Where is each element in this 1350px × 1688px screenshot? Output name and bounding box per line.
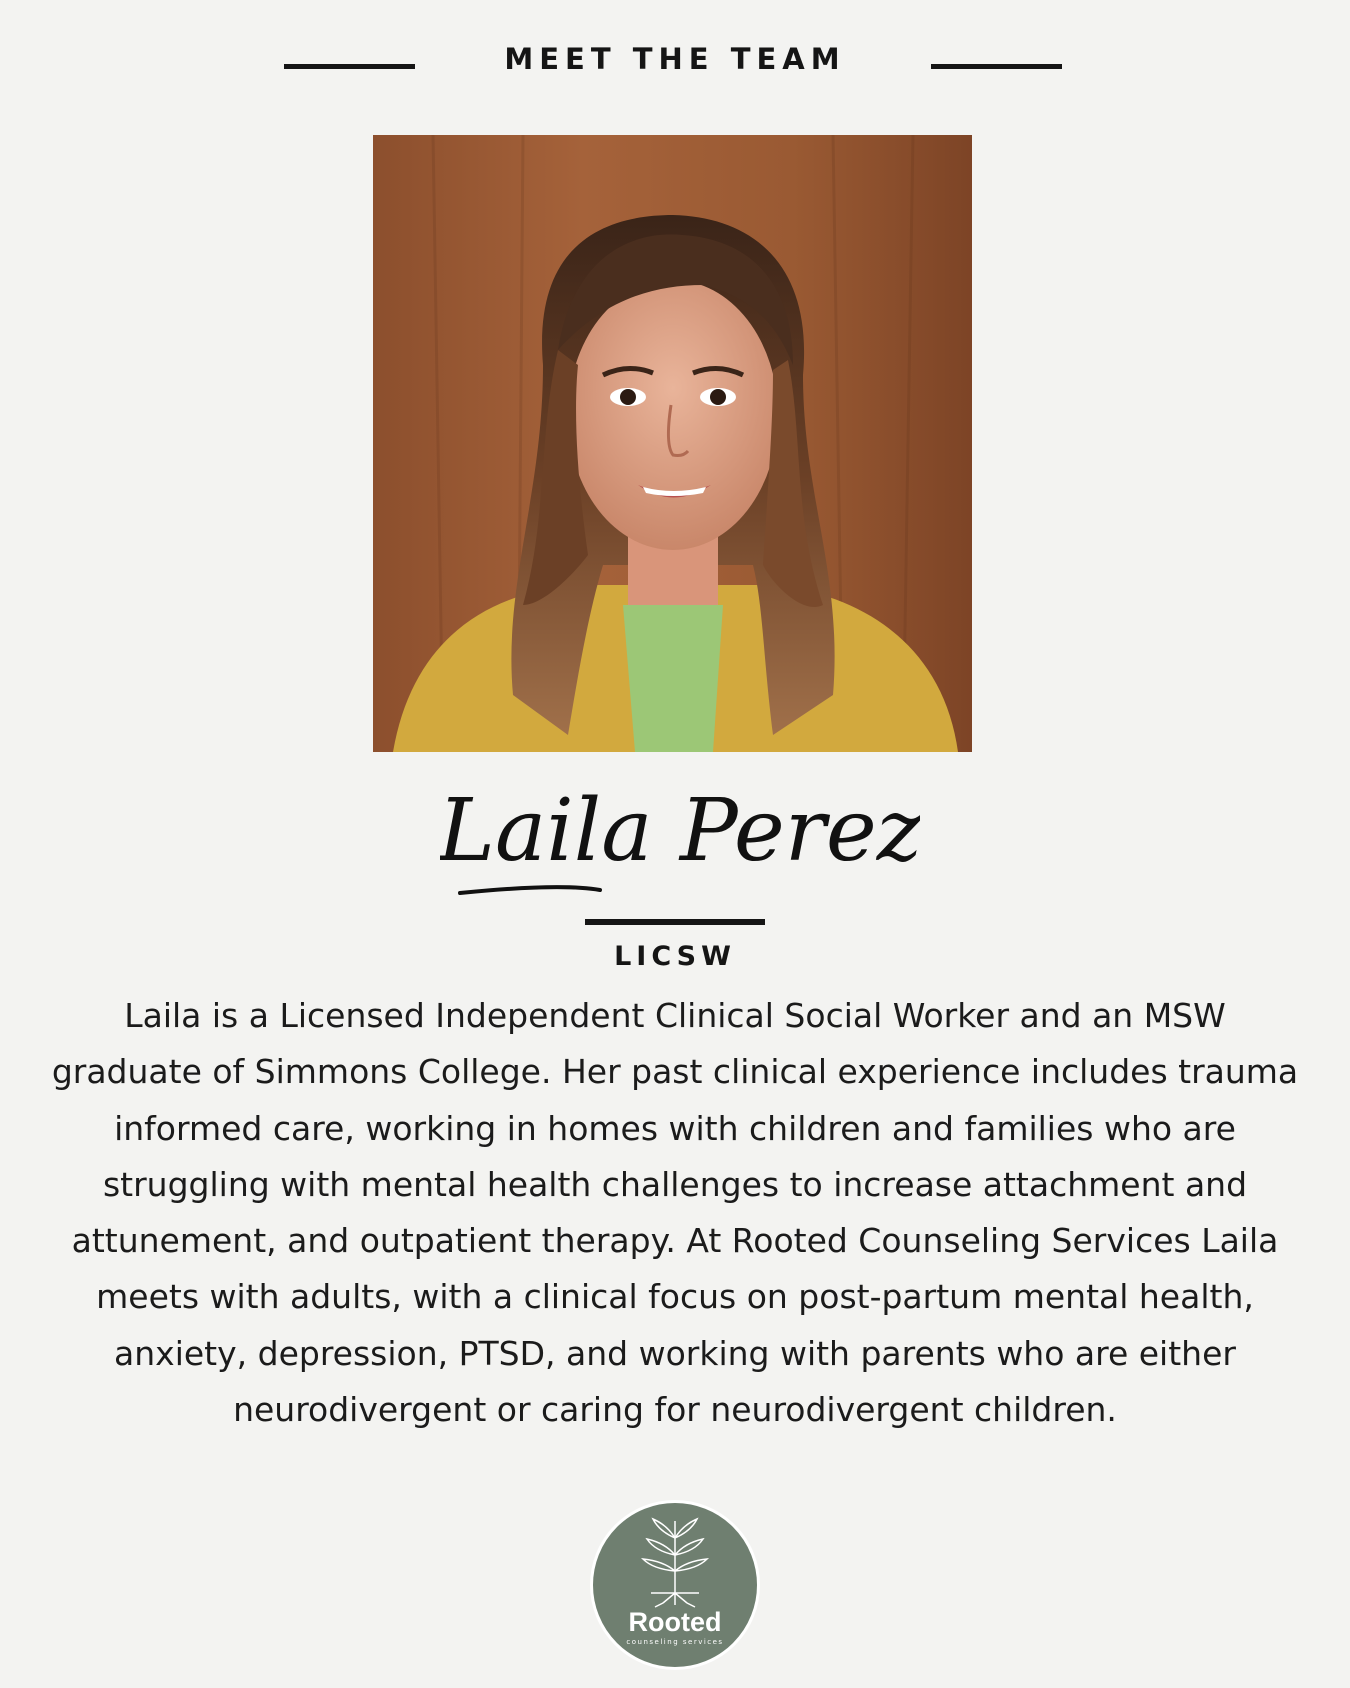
name-underline [585, 919, 765, 925]
bio-text: Laila is a Licensed Independent Clinical Social Worker and an MSW graduate of Simmons College. Her past clinical experience includes trauma informed care, working in homes with children and families who are struggling with mental health challenges to increase attachment and attunement, and outpatient therapy. At Rooted Counseling Services Laila meets with adults, with a clinical focus on post-partum mental health, anxiety, depression, PTSD, and working with parents who are either neurodivergent or caring for neurodivergent children. [51, 996, 1299, 1430]
signature-name [440, 765, 920, 915]
page-title: MEET THE TEAM [504, 42, 846, 76]
name-script: Laila Perez [440, 781, 920, 881]
logo-name: Rooted [628, 1607, 722, 1637]
logo [590, 1500, 760, 1670]
logo-subtitle: counseling services [626, 1638, 724, 1646]
profile-photo [373, 135, 972, 752]
credential: LICSW [614, 941, 736, 972]
header-rule-right [931, 64, 1062, 69]
